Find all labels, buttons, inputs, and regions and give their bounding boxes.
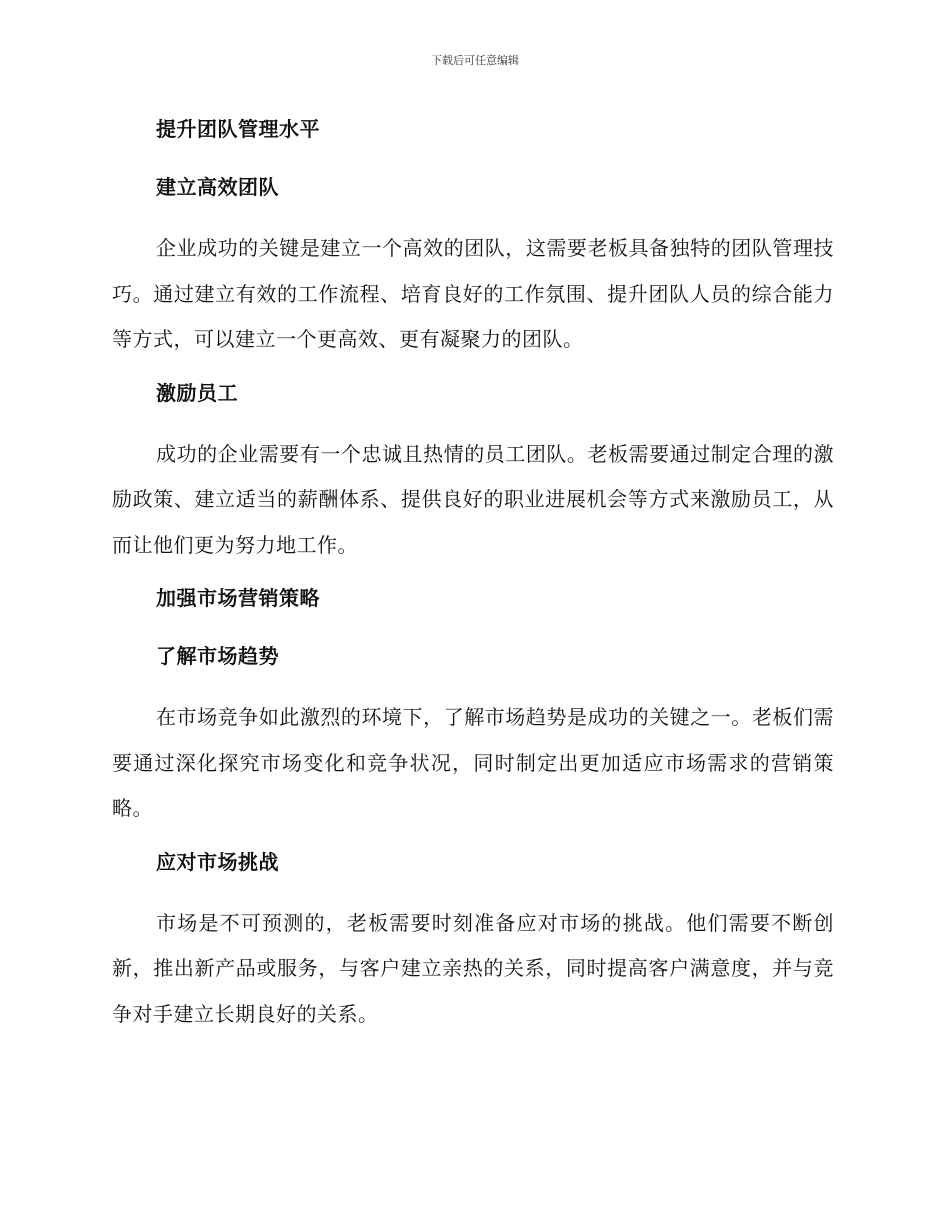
document-body xyxy=(112,112,834,1050)
heading-motivate-staff: 激励员工 xyxy=(156,380,238,405)
paragraph-motivate-staff: 成功的企业需要有一个忠诚且热情的员工团队。老板需要通过制定合理的激励政策、建立适当的薪酬体系、提供良好的职业进展机会等方式来激励员工，从而让他们更为努力地工作。 xyxy=(112,441,834,557)
heading-marketing-strategy: 加强市场营销策略 xyxy=(156,586,320,610)
heading-efficient-team: 建立高效团队 xyxy=(156,175,279,199)
heading-market-challenges: 应对市场挑战 xyxy=(156,849,279,874)
paragraph-market-challenges: 市场是不可预测的，老板需要时刻准备应对市场的挑战。他们需要不断创新，推出新产品或服务，与客户建立亲热的关系，同时提高客户满意度，并与竞争对手建立长期良好的关系。 xyxy=(112,910,834,1026)
heading-market-trends: 了解市场趋势 xyxy=(156,644,279,668)
heading-team-management: 提升团队管理水平 xyxy=(156,117,320,141)
paragraph-market-trends: 在市场竞争如此激烈的环境下，了解市场趋势是成功的关键之一。老板们需要通过深化探究市场变化和竞争状况，同时制定出更加适应市场需求的营销策略。 xyxy=(112,705,834,820)
paragraph-efficient-team: 企业成功的关键是建立一个高效的团队，这需要老板具备独特的团队管理技巧。通过建立有效的工作流程、培育良好的工作氛围、提升团队人员的综合能力等方式，可以建立一个更高效、更有凝聚力的团队。 xyxy=(112,236,834,351)
page-header: 下载后可任意编辑 xyxy=(431,54,519,67)
